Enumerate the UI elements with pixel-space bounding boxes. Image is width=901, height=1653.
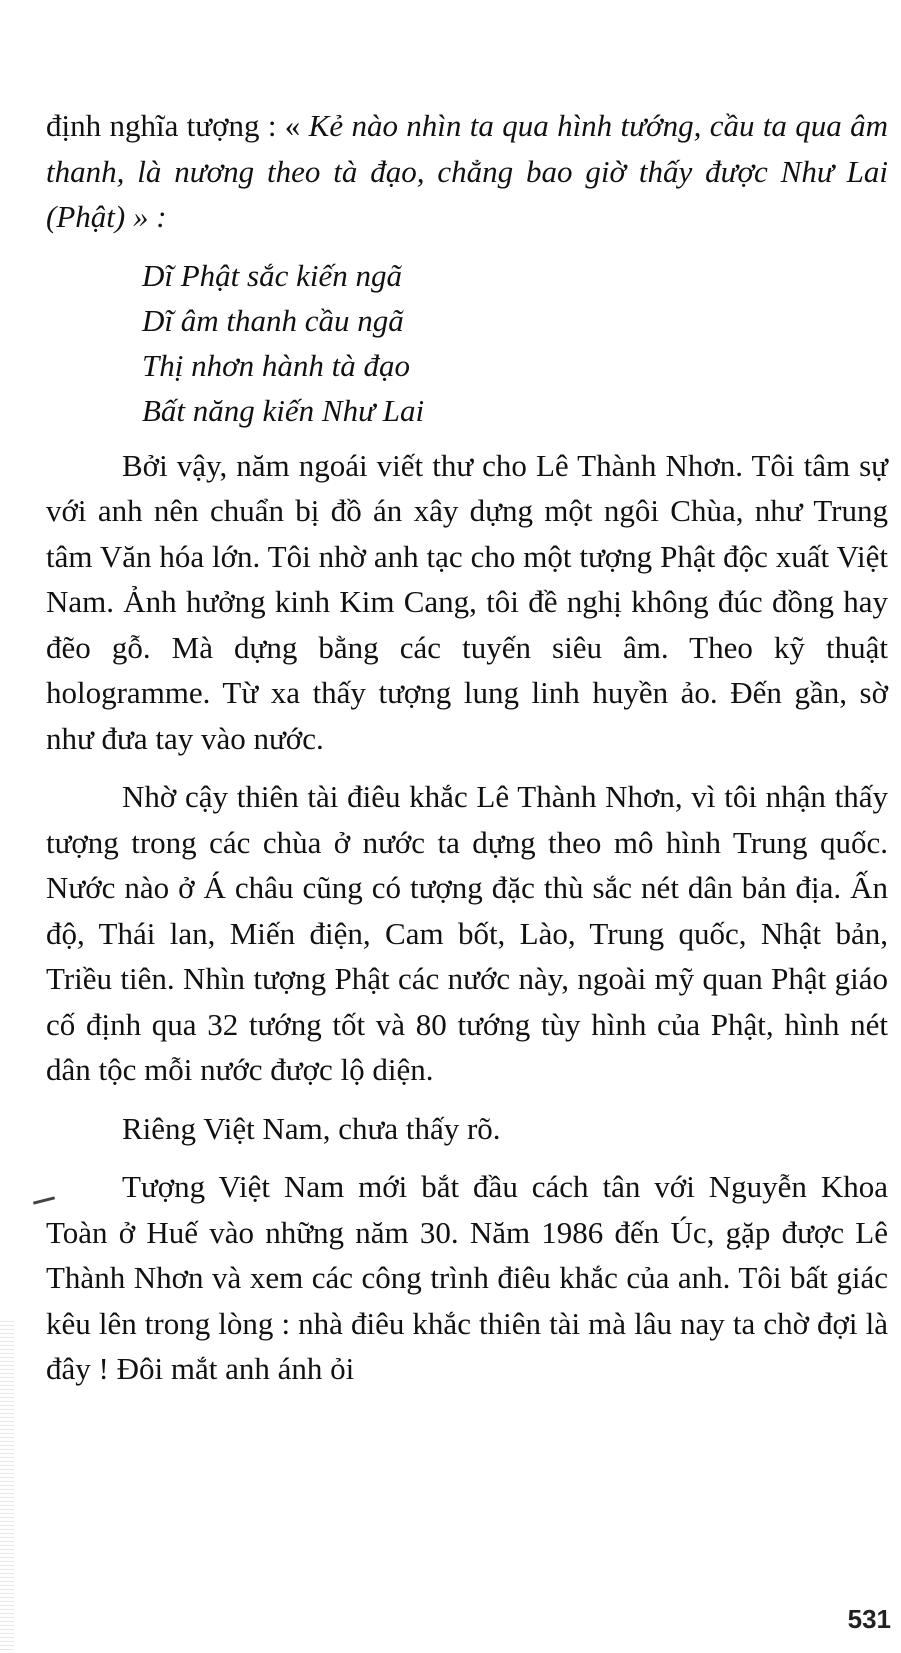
page-number: 531 bbox=[847, 1604, 891, 1634]
intro-lead: định nghĩa tượng : « bbox=[46, 108, 309, 143]
intro-quote: Kẻ nào nhìn ta qua hình tướng, cầu ta qua âm thanh, là nương theo tà đạo, chẳng bao giờ thấy được Như Lai (Phật) bbox=[46, 108, 888, 234]
poem-block bbox=[46, 253, 888, 433]
intro-tail: » : bbox=[125, 199, 167, 234]
poem-line: Thị nhơn hành tà đạo bbox=[142, 347, 411, 383]
paragraph-asian-statues: Nhờ cậy thiên tài điêu khắc Lê Thành Nhơn, vì tôi nhận thấy tượng trong các chùa ở nước ta dựng theo mô hình Trung quốc. Nước nào ở Á châu cũng có tượng đặc thù sắc nét dân bản địa. Ấn độ, Thái lan, Miến điện, Cam bốt, Lào, Trung quốc, Nhật bản, Triều tiên. Nhìn tượng Phật các nước này, ngoài mỹ quan Phật giáo cố định qua 32 tướng tốt và 80 tướng tùy hình của Phật, hình nét dân tộc mỗi nước được lộ diện. bbox=[46, 779, 888, 1087]
poem-line: Dĩ âm thanh cầu ngã bbox=[142, 302, 404, 338]
poem-line: Bất năng kiến Như Lai bbox=[142, 392, 425, 428]
poem-line: Dĩ Phật sắc kiến ngã bbox=[142, 257, 403, 293]
page-body bbox=[46, 103, 888, 1392]
scan-edge-shadow bbox=[0, 1320, 14, 1653]
intro-paragraph bbox=[46, 103, 888, 240]
paragraph-vietnam-unclear: Riêng Việt Nam, chưa thấy rõ. bbox=[122, 1110, 501, 1146]
paragraph-renovation: Tượng Việt Nam mới bắt đầu cách tân với Nguyễn Khoa Toàn ở Huế vào những năm 30. Năm 1986 đến Úc, gặp được Lê Thành Nhơn và xem các công trình điêu khắc của anh. Tôi bất giác kêu lên trong lòng : nhà điêu khắc thiên tài mà lâu nay ta chờ đợi là đây ! Đôi mắt anh ánh ỏi bbox=[46, 1169, 888, 1386]
paragraph-hologram: Bởi vậy, năm ngoái viết thư cho Lê Thành Nhơn. Tôi tâm sự với anh nên chuẩn bị đồ án xây dựng một ngôi Chùa, như Trung tâm Văn hóa lớn. Tôi nhờ anh tạc cho một tượng Phật độc xuất Việt Nam. Ảnh hưởng kinh Kim Cang, tôi đề nghị không đúc đồng hay đẽo gỗ. Mà dựng bằng các tuyến siêu âm. Theo kỹ thuật hologramme. Từ xa thấy tượng lung linh huyền ảo. Đến gần, sờ như đưa tay vào nước. bbox=[46, 447, 888, 756]
